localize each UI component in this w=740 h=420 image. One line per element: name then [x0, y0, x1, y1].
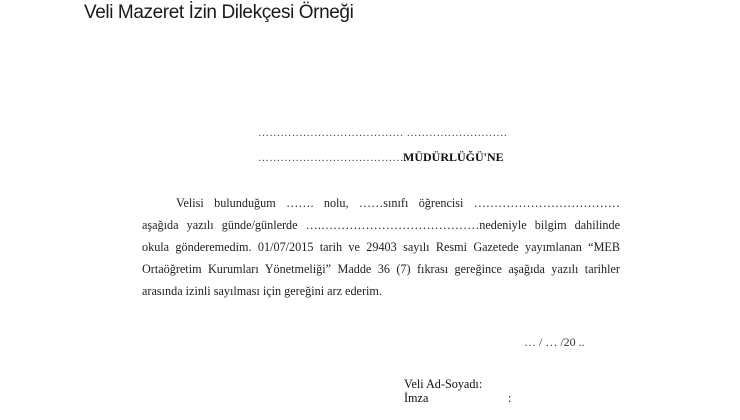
address-line-2-dots: …………………………………. [258, 152, 407, 164]
body-line: okula gönderemedim. 01/07/2015 tarih ve 29403 sayılı Resmi Gazetede yayımlanan “MEB [142, 240, 620, 254]
body-line: aşağıda yazılı günde/günlerde ….…………………………………nedeniyle bilgim dahilinde [142, 218, 620, 232]
body-line: arasında izinli sayılması için gereğini arz ederim. [142, 284, 382, 298]
body-line: Velisi bulunduğum ……. nolu, ……sınıfı öğrencisi ……………………………… [176, 196, 620, 210]
date-field: … / … /20 .. [524, 335, 585, 349]
body-line: Ortaöğretim Kurumları Yönetmeliği” Madde 36 (7) fıkrası gereğince aşağıda yazılı tarihler [142, 262, 620, 276]
signature-block [404, 377, 511, 405]
address-line-1: ………………………………… ……………………… [258, 127, 508, 139]
page-title: Veli Mazeret İzin Dilekçesi Örneği [84, 2, 354, 23]
petition-body [142, 192, 620, 302]
parent-name-label: Veli Ad-Soyadı: [404, 377, 483, 391]
signature-colon: : [508, 391, 512, 405]
recipient-directorate: MÜDÜRLÜĞÜ'NE [403, 150, 504, 164]
signature-label: İmza [404, 391, 429, 405]
